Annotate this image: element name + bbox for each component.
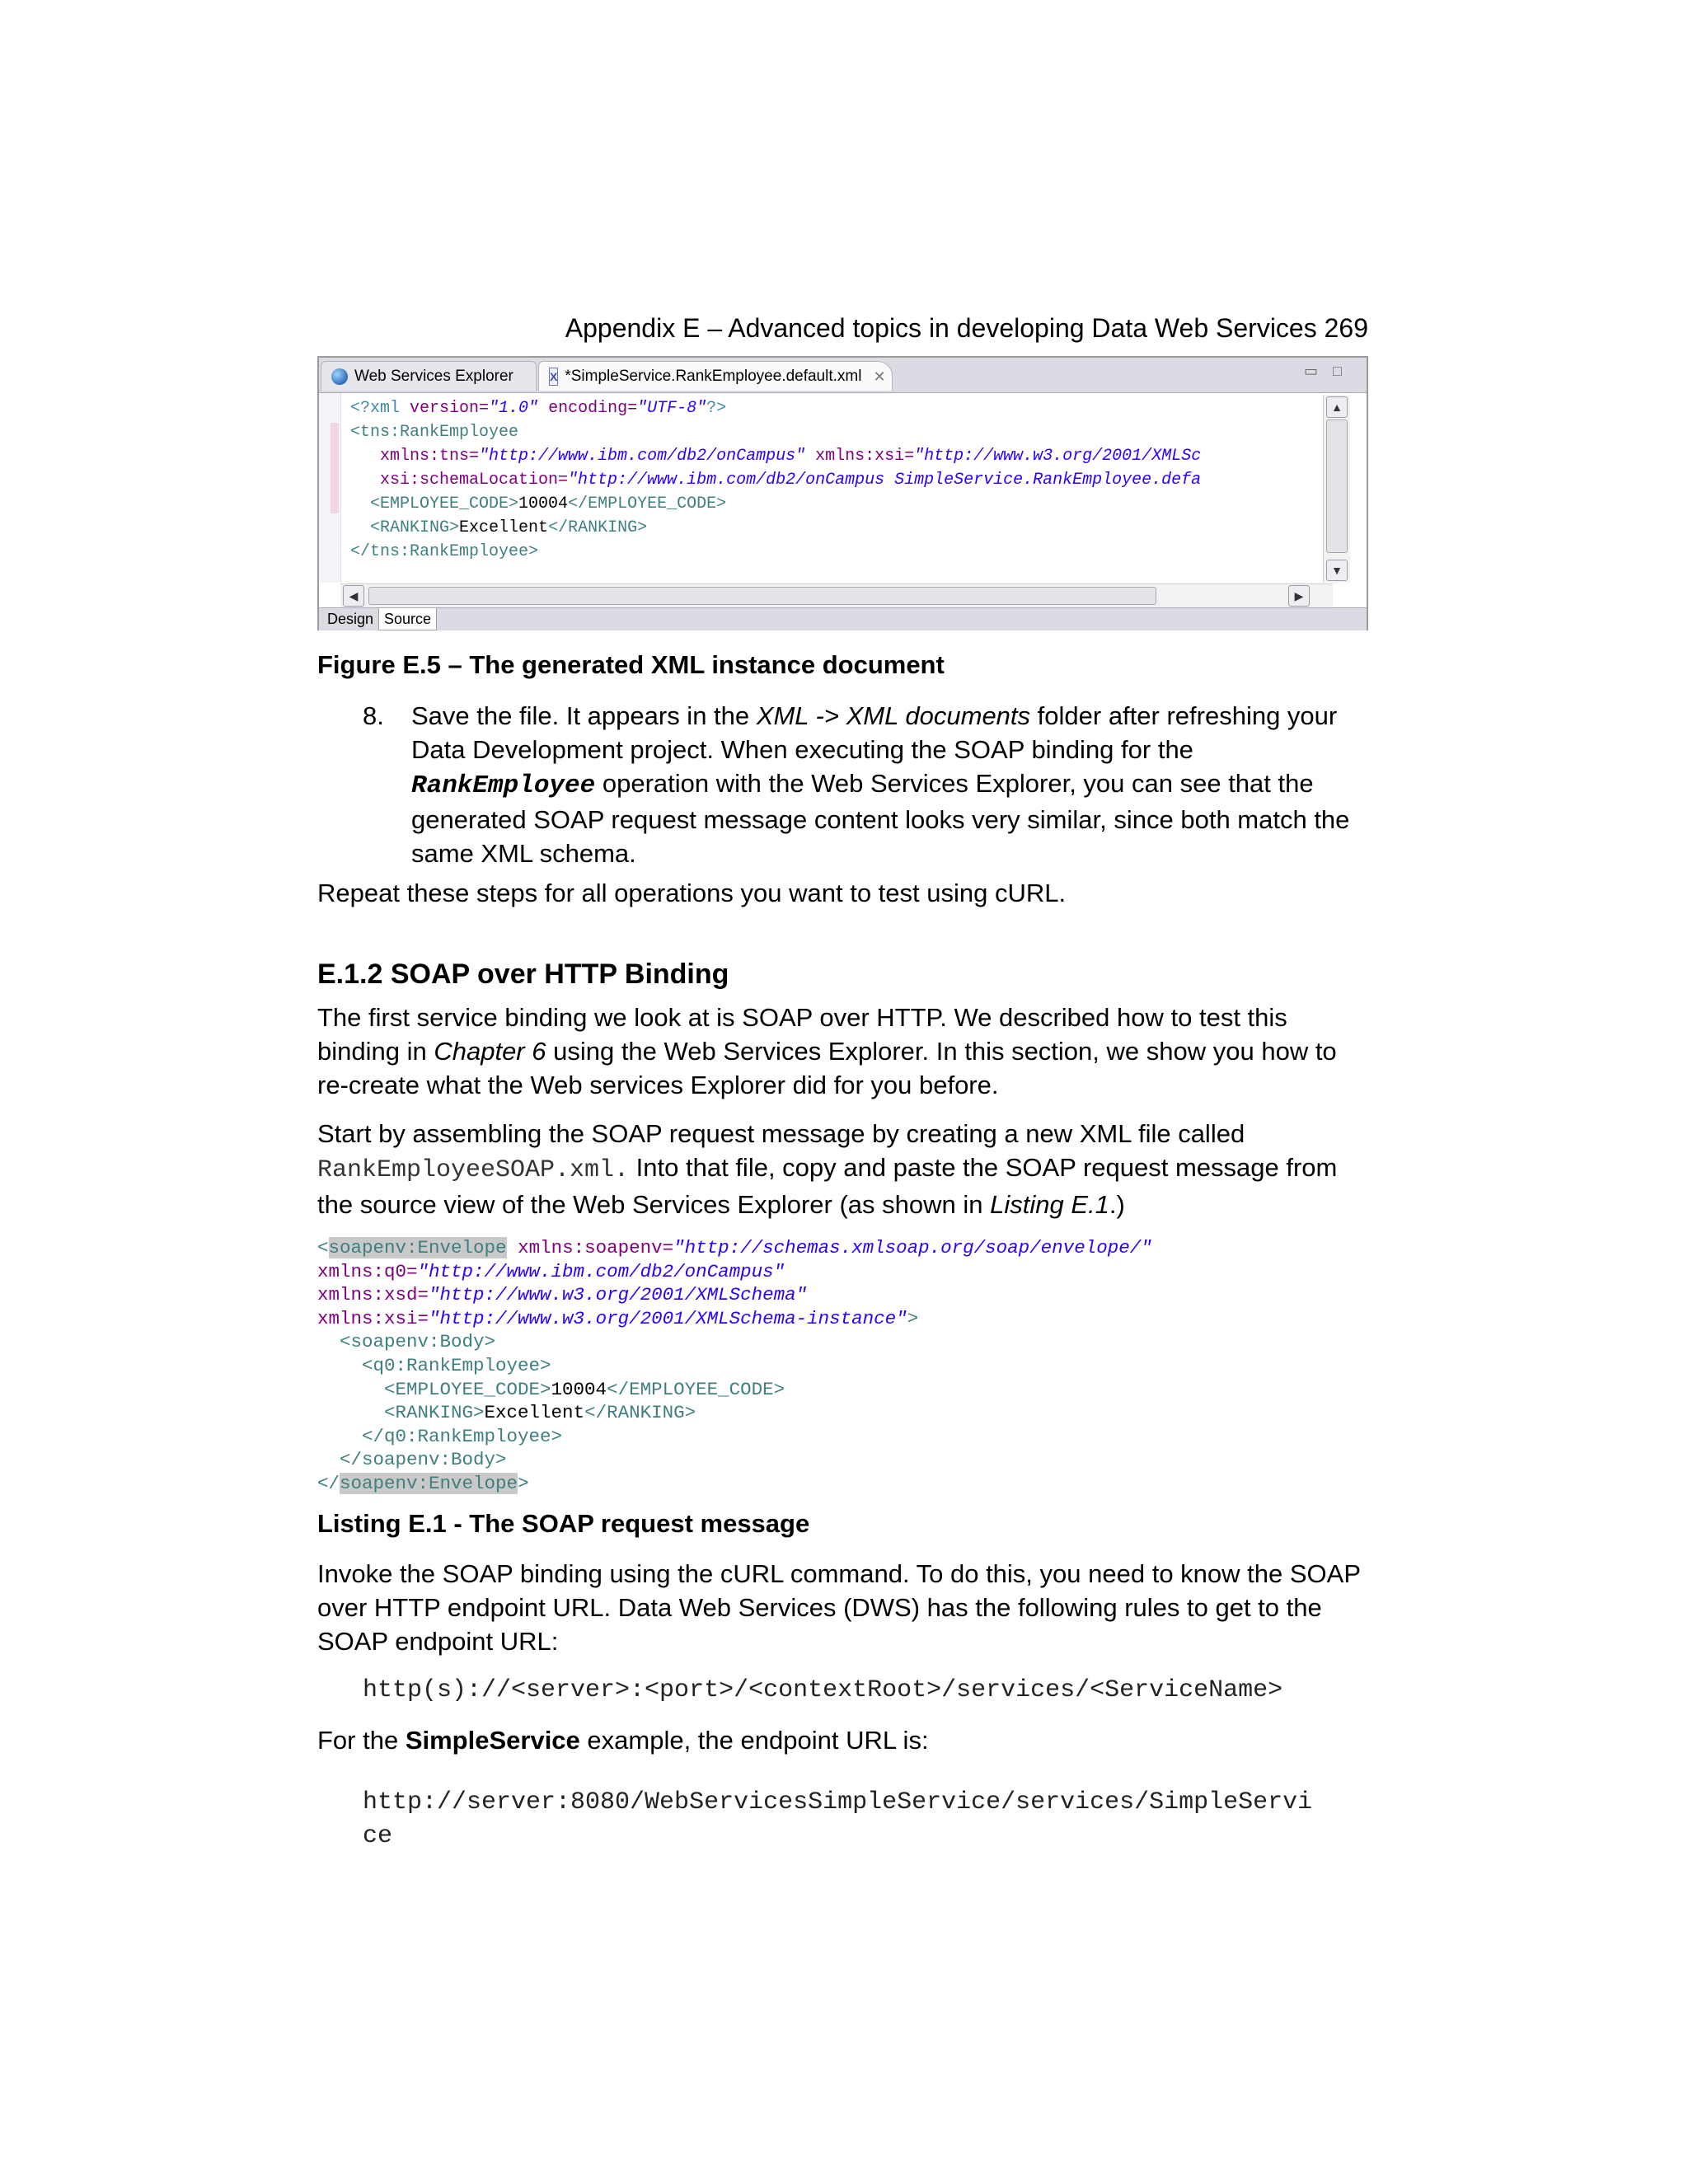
assemble-paragraph: Start by assembling the SOAP request message by creating a new XML file called RankEmployeeSOAP.xml. Into that file, copy and paste the SOAP request message from the source view of the Web Services Explorer (as shown in Listing E.1.) (317, 1119, 1338, 1219)
scroll-right-icon[interactable]: ▶ (1288, 585, 1310, 607)
editor-gutter (319, 393, 341, 583)
scroll-down-icon[interactable]: ▼ (1326, 560, 1348, 581)
scroll-left-icon[interactable]: ◀ (343, 585, 364, 607)
soap-request-listing: <soapenv:Envelope xmlns:soapenv="http://schemas.xmlsoap.org/soap/envelope/" xmlns:q0="http://www.ibm.com/db2/onCampus" xmlns:xsd="http://www.w3.org/2001/XMLSchema" xmlns:xsi="http://www.w3.org/2001/XMLSchema-instance"> <soapenv:Body> <q0:RankEmployee> <EMPLOYEE_CODE>10004</EMPLOYEE_CODE> <RANKING>Excellent</RANKING> </q0:RankEmployee> </soapenv:Body> </soapenv:Envelope> (317, 1237, 1152, 1494)
scroll-up-icon[interactable]: ▲ (1326, 396, 1348, 418)
globe-icon (331, 368, 348, 385)
minimize-icon[interactable]: ▭ (1304, 363, 1319, 379)
xml-file-icon: X (549, 368, 558, 386)
tab-label: *SimpleService.RankEmployee.default.xml (565, 367, 862, 385)
editor-bottom-tabs (319, 607, 1367, 630)
endpoint-url-line1: http://server:8080/WebServicesSimpleService/services/SimpleServi (363, 1788, 1313, 1816)
horizontal-scrollbar[interactable] (340, 583, 1333, 607)
vertical-scrollbar[interactable] (1323, 395, 1350, 583)
xml-editor-window (317, 356, 1368, 630)
tab-xml-file[interactable] (538, 361, 893, 391)
close-icon[interactable]: ✕ (873, 368, 886, 385)
example-paragraph: For the SimpleService example, the endpoint URL is: (317, 1726, 929, 1755)
source-code-area[interactable] (319, 393, 1325, 583)
tab-source[interactable]: Source (378, 608, 437, 630)
endpoint-rule: http(s)://<server>:<port>/<contextRoot>/services/<ServiceName> (363, 1676, 1283, 1704)
maximize-icon[interactable]: □ (1333, 363, 1342, 379)
repeat-paragraph: Repeat these steps for all operations you want to test using cURL. (317, 879, 1067, 907)
listing-caption: Listing E.1 - The SOAP request message (317, 1509, 810, 1538)
horizontal-scroll-thumb[interactable] (368, 587, 1156, 605)
figure-caption: Figure E.5 – The generated XML instance document (317, 650, 945, 679)
invoke-paragraph: Invoke the SOAP binding using the cURL command. To do this, you need to know the SOAP over HTTP endpoint URL. Data Web Services (DWS) has the following rules to get to the SOAP endpoint URL: (317, 1559, 1361, 1656)
section-heading: E.1.2 SOAP over HTTP Binding (317, 958, 729, 990)
endpoint-url-line2: ce (363, 1822, 393, 1850)
xml-source: <?xml version="1.0" encoding="UTF-8"?> <tns:RankEmployee xmlns:tns="http://www.ibm.com/db2/onCampus" xmlns:xsi="http://www.w3.org/2001/XMLSc xsi:schemaLocation="http://www.ibm.com/db2/onCampus SimpleService.RankEmployee.defa <EMPLOYEE_CODE>10004</EMPLOYEE_CODE> <RANKING>Excellent</RANKING> </tns:RankEmployee> (350, 399, 1202, 561)
intro-paragraph: The first service binding we look at is SOAP over HTTP. We described how to test this binding in Chapter 6 using the Web Services Explorer. In this section, we show you how to re-create what the Web services Explorer did for you before. (317, 1003, 1337, 1099)
step-number: 8. (363, 701, 384, 730)
page-header: Appendix E – Advanced topics in developing Data Web Services 269 (565, 313, 1368, 343)
change-marker (331, 423, 339, 513)
tab-web-services-explorer[interactable] (321, 361, 537, 391)
tab-label: Web Services Explorer (354, 367, 513, 385)
step-text: Save the file. It appears in the XML -> XML documents folder after refreshing your Data Development project. When executing the SOAP binding for the RankEmployee operation with the Web Services Explorer, you can see that the generated SOAP request message content looks very similar, since both match the same XML schema. (411, 701, 1350, 868)
vertical-scroll-thumb[interactable] (1326, 419, 1348, 553)
editor-tab-bar (319, 358, 1367, 393)
tab-design[interactable]: Design (327, 611, 374, 627)
